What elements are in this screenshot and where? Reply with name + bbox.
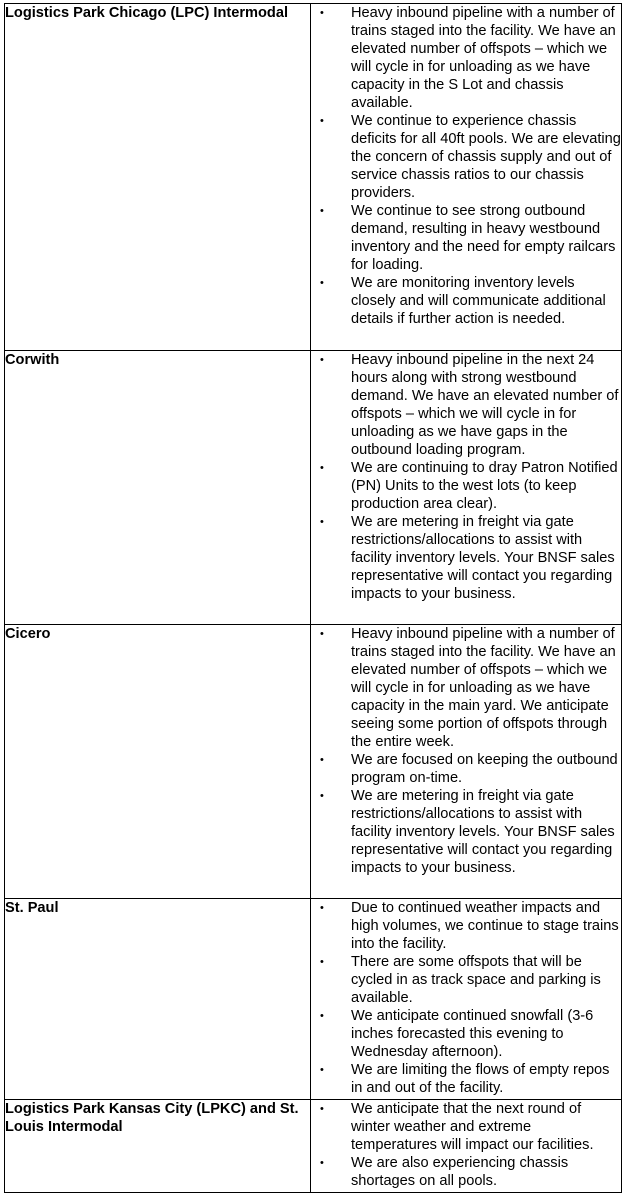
bullet-icon: • <box>320 1010 324 1022</box>
list-item: • We are metering in freight via gate restrictions/allocations to assist with facility inventory levels. Your BNSF sales representative will contact you regarding impacts to your business. <box>320 514 615 602</box>
facility-name: Logistics Park Chicago (LPC) Intermodal <box>5 4 311 351</box>
facility-name: Logistics Park Kansas City (LPKC) and St. Louis Intermodal <box>5 1100 311 1193</box>
table-row <box>5 4 622 351</box>
list-item: • Heavy inbound pipeline with a number of trains staged into the facility. We have an elevated number of offspots – which we will cycle in for unloading as we have capacity in the main yard. We anticipate seeing some portion of offspots through the entire week. <box>320 626 616 750</box>
bullet-icon: • <box>320 462 324 474</box>
bullet-icon: • <box>320 628 324 640</box>
bullet-icon: • <box>320 516 324 528</box>
facility-name: Cicero <box>5 625 311 899</box>
list-item: • We anticipate that the next round of winter weather and extreme temperatures will impact our facilities. <box>320 1101 594 1153</box>
table-row <box>5 351 622 625</box>
facility-name: Corwith <box>5 351 311 625</box>
notes-list <box>311 4 621 328</box>
bullet-icon: • <box>320 754 324 766</box>
bullet-icon: • <box>320 1157 324 1169</box>
bullet-icon: • <box>320 205 324 217</box>
facility-notes <box>311 1100 622 1193</box>
list-item: • We are metering in freight via gate restrictions/allocations to assist with facility inventory levels. Your BNSF sales representative will contact you regarding impacts to your business. <box>320 788 615 876</box>
list-item: • We are continuing to dray Patron Notified (PN) Units to the west lots (to keep production area clear). <box>320 460 618 512</box>
bullet-icon: • <box>320 902 324 914</box>
bullet-icon: • <box>320 7 324 19</box>
list-item: • We anticipate continued snowfall (3-6 inches forecasted this evening to Wednesday afternoon). <box>320 1008 594 1060</box>
table-row <box>5 1100 622 1193</box>
list-item: • We are limiting the flows of empty repos in and out of the facility. <box>320 1062 610 1096</box>
list-item: • We continue to see strong outbound demand, resulting in heavy westbound inventory and the need for empty railcars for loading. <box>320 203 616 273</box>
list-item: • There are some offspots that will be cycled in as track space and parking is available. <box>320 954 601 1006</box>
facility-notes <box>311 351 622 625</box>
bullet-icon: • <box>320 354 324 366</box>
list-item: • We continue to experience chassis deficits for all 40ft pools. We are elevating the concern of chassis supply and out of service chassis ratios to our chassis providers. <box>320 113 621 201</box>
bullet-icon: • <box>320 1103 324 1115</box>
list-item: • We are focused on keeping the outbound program on-time. <box>320 752 618 786</box>
notes-list <box>311 351 621 603</box>
facility-notes <box>311 899 622 1100</box>
facility-name: St. Paul <box>5 899 311 1100</box>
facility-status-table <box>4 3 622 1193</box>
notes-list <box>311 625 621 877</box>
bullet-icon: • <box>320 956 324 968</box>
table-row <box>5 899 622 1100</box>
table-row <box>5 625 622 899</box>
bullet-icon: • <box>320 277 324 289</box>
facility-notes <box>311 4 622 351</box>
list-item: • Due to continued weather impacts and high volumes, we continue to stage trains into the facility. <box>320 900 619 952</box>
bullet-icon: • <box>320 790 324 802</box>
notes-list <box>311 1100 621 1190</box>
list-item: • We are also experiencing chassis shortages on all pools. <box>320 1155 569 1189</box>
bullet-icon: • <box>320 1064 324 1076</box>
list-item: • Heavy inbound pipeline in the next 24 hours along with strong westbound demand. We have an elevated number of offspots – which we will cycle in for unloading as we have gaps in the outbound loading program. <box>320 352 619 458</box>
list-item: • We are monitoring inventory levels closely and will communicate additional details if further action is needed. <box>320 275 606 327</box>
list-item: • Heavy inbound pipeline with a number of trains staged into the facility. We have an elevated number of offspots – which we will cycle in for unloading as we have capacity in the S Lot and chassis available. <box>320 5 616 111</box>
facility-notes <box>311 625 622 899</box>
bullet-icon: • <box>320 115 324 127</box>
notes-list <box>311 899 621 1097</box>
